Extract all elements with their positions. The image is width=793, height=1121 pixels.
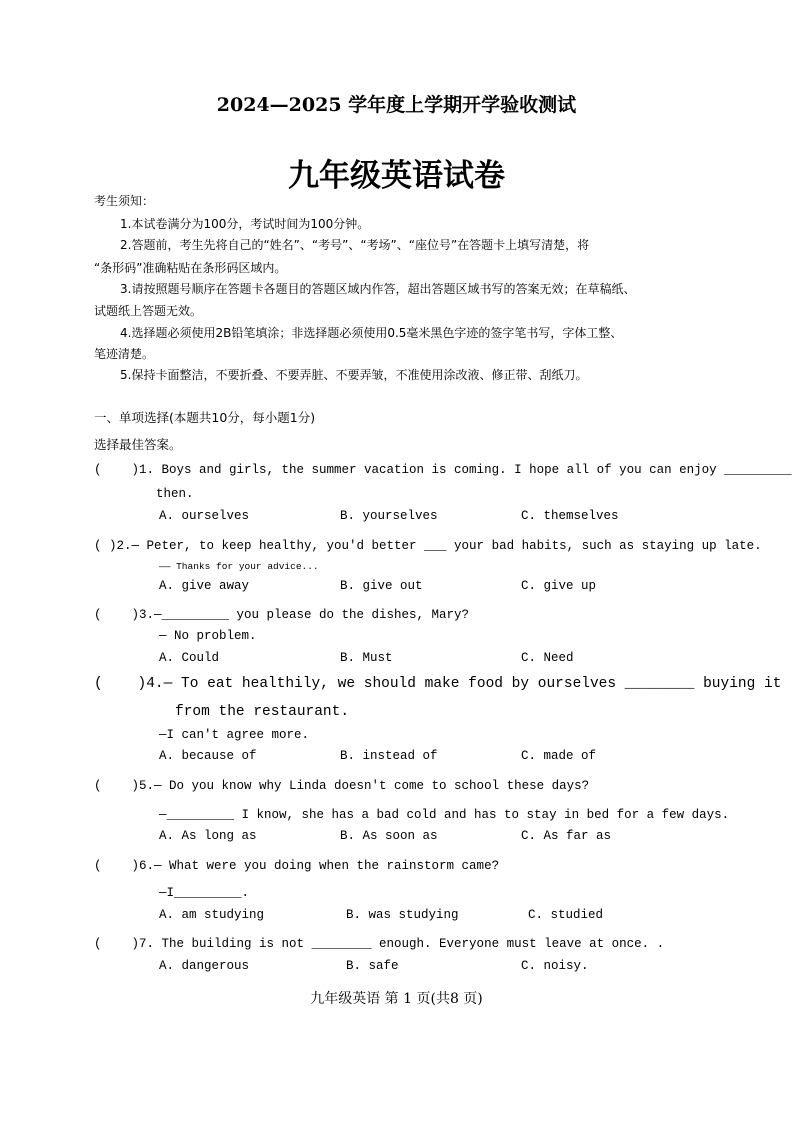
notice-line: 4.选择题必须使用2B铅笔填涂；非选择题必须使用0.5毫米黑色字迹的签字笔书写，字体工整、 (120, 326, 623, 340)
question-1-option-a: A. ourselves (159, 509, 250, 523)
notice-heading: 考生须知： (94, 194, 155, 208)
question-2-option-a: A. give away (159, 579, 250, 593)
notice-line: 1.本试卷满分为100分，考试时间为100分钟。 (120, 217, 370, 231)
question-2-option-c: C. give up (521, 579, 597, 593)
question-4-stem-cont: from the restaurant. (175, 704, 350, 720)
question-2-option-b: B. give out (340, 579, 423, 593)
question-3-stem: ( )3.—_________ you please do the dishes, Mary? (94, 608, 470, 622)
notice-line: 5.保持卡面整洁，不要折叠、不要弄脏、不要弄皱，不准使用涂改液、修正带、刮纸刀。 (120, 368, 588, 382)
section-title: 一、单项选择(本题共10分，每小题1分) (94, 410, 316, 425)
question-6-option-b: B. was studying (346, 908, 459, 922)
question-6-stem: ( )6.— What were you doing when the rainstorm came? (94, 859, 500, 873)
question-3-option-b: B. Must (340, 651, 393, 665)
notice-line: 2.答题前，考生先将自己的“姓名”、“考号”、“考场”、“座位号”在答题卡上填写清楚，将 (120, 238, 590, 252)
question-5-option-b: B. As soon as (340, 829, 438, 843)
question-7-option-b: B. safe (346, 959, 399, 973)
section-instruction: 选择最佳答案。 (94, 437, 182, 452)
question-4-option-a: A. because of (159, 749, 257, 763)
question-7-stem: ( )7. The building is not ________ enough. Everyone must leave at once. . (94, 937, 665, 951)
question-3-option-a: A. Could (159, 651, 220, 665)
question-7-option-a: A. dangerous (159, 959, 250, 973)
exam-subtitle: 九年级英语试卷 (288, 158, 505, 194)
notice-line: 笔迹清楚。 (94, 347, 155, 361)
question-2-reply: —— Thanks for your advice... (159, 561, 319, 572)
notice-line: 3.请按照题号顺序在答题卡各题目的答题区域内作答，超出答题区域书写的答案无效；在草稿纸、 (120, 282, 636, 296)
question-2-stem: ( )2.— Peter, to keep healthy, you'd better ___ your bad habits, such as staying up late. (94, 539, 762, 553)
question-3-reply: — No problem. (159, 629, 257, 643)
question-6-option-a: A. am studying (159, 908, 265, 922)
question-4-option-c: C. made of (521, 749, 597, 763)
exam-title: 2024—2025 学年度上学期开学验收测试 (216, 94, 577, 116)
question-5-option-a: A. As long as (159, 829, 257, 843)
question-3-option-c: C. Need (521, 651, 574, 665)
question-7-option-c: C. noisy. (521, 959, 589, 973)
question-1-option-c: C. themselves (521, 509, 619, 523)
question-5-stem: ( )5.— Do you know why Linda doesn't come to school these days? (94, 779, 590, 793)
question-6-option-c: C. studied (528, 908, 604, 922)
notice-line: “条形码”准确粘贴在条形码区域内。 (94, 261, 287, 275)
question-5-option-c: C. As far as (521, 829, 612, 843)
page-footer: 九年级英语 第 1 页(共8 页) (310, 991, 483, 1007)
question-1-stem: ( )1. Boys and girls, the summer vacation is coming. I hope all of you can enjoy _________ (94, 463, 792, 477)
question-6-reply: —I_________. (159, 886, 250, 900)
question-4-option-b: B. instead of (340, 749, 438, 763)
question-5-reply: —_________ I know, she has a bad cold and has to stay in bed for a few days. (159, 808, 730, 822)
question-4-reply: —I can't agree more. (159, 728, 310, 742)
question-4-stem: ( )4.— To eat healthily, we should make food by ourselves ________ buying it (94, 676, 782, 692)
notice-line: 试题纸上答题无效。 (94, 304, 203, 318)
question-1-option-b: B. yourselves (340, 509, 438, 523)
question-1-stem-cont: then. (156, 487, 194, 501)
